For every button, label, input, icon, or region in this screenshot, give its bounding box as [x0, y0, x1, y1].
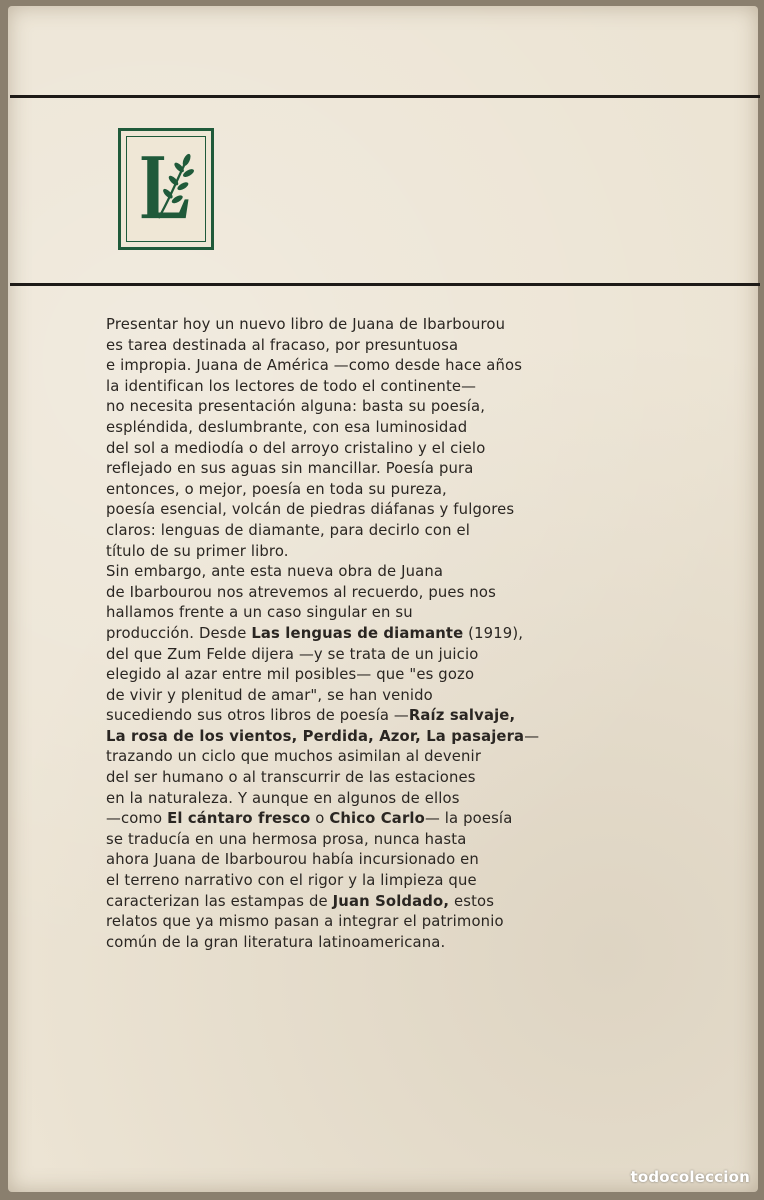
text-run: sucediendo sus otros libros de poesía — — [106, 707, 409, 725]
text-line — [106, 686, 590, 707]
text-line — [106, 665, 590, 686]
text-run: título de su primer libro. — [106, 542, 289, 560]
text-line — [106, 315, 590, 336]
text-run: en la naturaleza. Y aunque en algunos de ellos — [106, 789, 460, 807]
laurel-l-logo-icon — [121, 131, 211, 247]
text-line — [106, 830, 590, 851]
text-line — [106, 624, 590, 645]
text-line — [106, 747, 590, 768]
text-run: del ser humano o al transcurrir de las estaciones — [106, 769, 476, 787]
text-run: poesía esencial, volcán de piedras diáfanas y fulgores — [106, 501, 515, 519]
text-line — [106, 439, 590, 460]
blurb-text — [106, 315, 590, 953]
title-emphasis: Las lenguas de diamante — [251, 624, 464, 642]
text-run: Sin embargo, ante esta nueva obra de Juana — [106, 563, 444, 581]
text-line — [106, 789, 590, 810]
text-line — [106, 542, 590, 563]
publisher-logo — [118, 128, 214, 250]
text-run: espléndida, deslumbrante, con esa luminosidad — [106, 418, 468, 436]
watermark-text: todocoleccion — [630, 1168, 750, 1186]
text-line — [106, 397, 590, 418]
text-run: o — [310, 810, 330, 828]
text-line — [106, 418, 590, 439]
text-run: relatos que ya mismo pasan a integrar el patrimonio — [106, 913, 504, 931]
text-run: (1919), — [463, 624, 524, 642]
text-line — [106, 480, 590, 501]
bottom-rule — [10, 283, 760, 286]
text-line — [106, 459, 590, 480]
text-run: — la poesía — [424, 810, 513, 828]
text-run: el terreno narrativo con el rigor y la limpieza que — [106, 872, 477, 890]
text-line — [106, 562, 590, 583]
text-run: caracterizan las estampas de — [106, 892, 333, 910]
text-line — [106, 336, 590, 357]
text-line — [106, 850, 590, 871]
text-run: claros: lenguas de diamante, para decirlo con el — [106, 521, 471, 539]
text-line — [106, 583, 590, 604]
text-run: producción. Desde — [106, 624, 252, 642]
text-line — [106, 377, 590, 398]
title-emphasis: Juan Soldado, — [332, 892, 450, 910]
top-rule — [10, 95, 760, 98]
text-run: del que Zum Felde dijera —y se trata de un juicio — [106, 645, 479, 663]
text-run: Presentar hoy un nuevo libro de Juana de Ibarbourou — [106, 316, 506, 333]
text-line — [106, 356, 590, 377]
text-line — [106, 645, 590, 666]
text-line — [106, 727, 590, 748]
text-run: —como — [106, 810, 168, 828]
title-emphasis: El cántaro fresco — [167, 810, 311, 828]
title-emphasis: Chico Carlo — [329, 810, 425, 828]
text-run: es tarea destinada al fracaso, por presuntuosa — [106, 336, 459, 354]
text-line — [106, 892, 590, 913]
text-line — [106, 603, 590, 624]
text-run: de Ibarbourou nos atrevemos al recuerdo, pues nos — [106, 583, 496, 601]
text-line — [106, 871, 590, 892]
title-emphasis: Raíz salvaje, — [408, 707, 516, 725]
text-run: estos — [449, 892, 495, 910]
text-run: no necesita presentación alguna: basta su poesía, — [106, 398, 486, 416]
text-run: entonces, o mejor, poesía en toda su pureza, — [106, 480, 447, 498]
text-run: hallamos frente a un caso singular en su — [106, 604, 413, 622]
text-line — [106, 912, 590, 933]
text-run: común de la gran literatura latinoamericana. — [106, 933, 446, 951]
text-run: de vivir y plenitud de amar", se han venido — [106, 686, 433, 704]
text-line — [106, 768, 590, 789]
text-line — [106, 933, 590, 954]
text-run: elegido al azar entre mil posibles— que "es gozo — [106, 666, 475, 684]
text-run: trazando un ciclo que muchos asimilan al devenir — [106, 748, 482, 766]
text-line — [106, 809, 590, 830]
text-run: se traducía en una hermosa prosa, nunca hasta — [106, 830, 467, 848]
text-run: del sol a mediodía o del arroyo cristalino y el cielo — [106, 439, 486, 457]
text-run: e impropia. Juana de América —como desde hace años — [106, 357, 523, 375]
text-line — [106, 706, 590, 727]
text-run: reflejado en sus aguas sin mancillar. Poesía pura — [106, 460, 474, 478]
text-line — [106, 521, 590, 542]
text-line — [106, 500, 590, 521]
text-run: — — [524, 727, 540, 745]
text-run: ahora Juana de Ibarbourou había incursionado en — [106, 851, 479, 869]
text-run: la identifican los lectores de todo el continente— — [106, 377, 477, 395]
title-emphasis: La rosa de los vientos, Perdida, Azor, La pasajera — [106, 727, 525, 745]
